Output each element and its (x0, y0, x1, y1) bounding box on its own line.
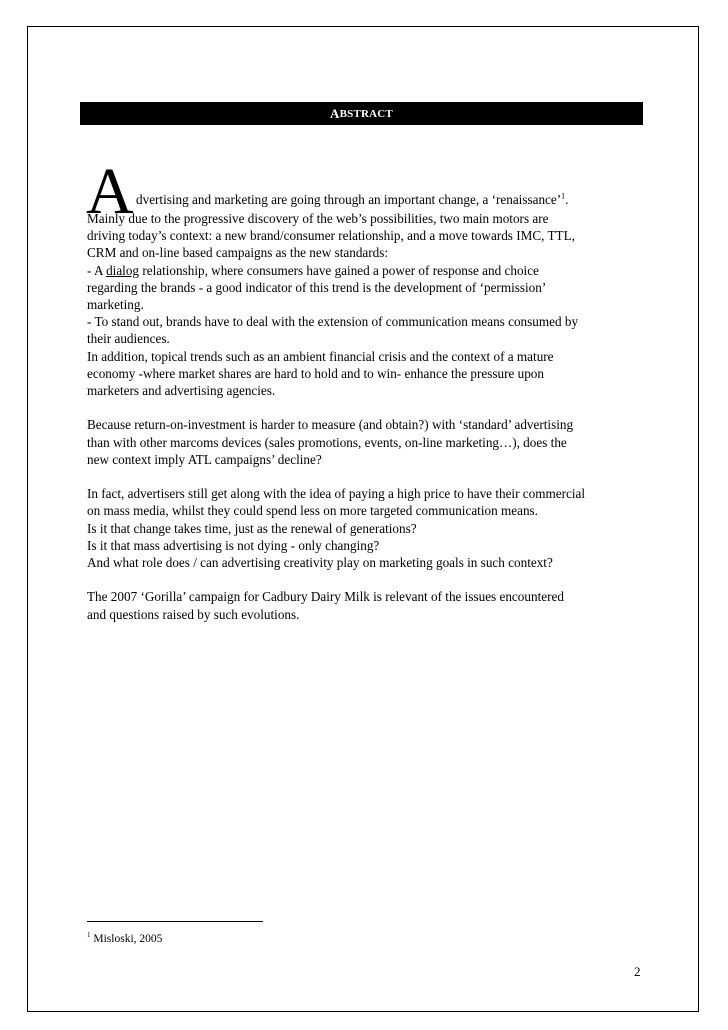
paragraph-line: - To stand out, brands have to deal with the extension of communication means consumed by (87, 314, 579, 330)
paragraph-line: and questions raised by such evolutions. (87, 606, 300, 622)
paragraph-4 (87, 588, 647, 622)
paragraph-line: regarding the brands - a good indicator of this trend is the development of ‘permission’ (87, 279, 547, 295)
paragraph-line: Because return-on-investment is harder to measure (and obtain?) with ‘standard’ advertising (87, 417, 574, 433)
dialog-prefix: - A (87, 262, 107, 278)
first-line-rest: dvertising and marketing are going through an important change, a ‘renaissance’ (136, 192, 562, 207)
heading-rest: BSTRACT (339, 107, 393, 120)
footnote-separator (87, 921, 263, 922)
paragraph-line: Is it that change takes time, just as the renewal of generations? (87, 520, 417, 536)
footnote-reference[interactable]: 1 (561, 191, 566, 201)
paragraph-line: marketers and advertising agencies. (87, 383, 276, 399)
paragraph-line: new context imply ATL campaigns’ decline? (87, 451, 322, 467)
paragraph-line: In fact, advertisers still get along with the idea of paying a high price to have their commercial (87, 486, 586, 502)
paragraph-line: The 2007 ‘Gorilla’ campaign for Cadbury Dairy Milk is relevant of the issues encountered (87, 589, 564, 605)
footnote-text: Misloski, 2005 (90, 932, 163, 945)
first-line-text (136, 191, 568, 208)
paragraph-line: than with other marcoms devices (sales promotions, events, on-line marketing…), does the (87, 434, 567, 450)
paragraph-line: driving today’s context: a new brand/consumer relationship, and a move towards IMC, TTL, (87, 228, 575, 244)
dialog-word: dialog (106, 262, 140, 278)
footnote (87, 931, 162, 945)
paragraph-line: marketing. (87, 297, 144, 313)
abstract-body (86, 155, 647, 623)
paragraph-3 (87, 485, 647, 571)
heading-initial: A (330, 105, 340, 121)
drop-cap: A (86, 155, 134, 228)
paragraph-line: In addition, topical trends such as an ambient financial crisis and the context of a mature (87, 348, 554, 364)
paragraph-line: economy -where market shares are hard to hold and to win- enhance the pressure upon (87, 365, 544, 381)
page-number: 2 (634, 964, 641, 979)
paragraph-line: on mass media, whilst they could spend less on more targeted communication means. (87, 503, 538, 519)
footnote-number: 1 (87, 931, 91, 939)
paragraph-line: their audiences. (87, 331, 170, 347)
dialog-suffix: relationship, where consumers have gained a power of response and choice (139, 262, 539, 278)
paragraph-line: Mainly due to the progressive discovery of the web’s possibilities, two main motors are (87, 211, 549, 226)
paragraph-line: And what role does / can advertising creativity play on marketing goals in such context? (87, 555, 553, 571)
abstract-heading (80, 102, 643, 125)
paragraph-line: CRM and on-line based campaigns as the new standards: (87, 245, 389, 261)
first-line-end: . (565, 192, 569, 207)
paragraph-line: Is it that mass advertising is not dying - only changing? (87, 537, 380, 553)
dialog-line (87, 262, 647, 279)
paragraph-2 (87, 416, 647, 468)
paragraph-1 (87, 210, 647, 399)
